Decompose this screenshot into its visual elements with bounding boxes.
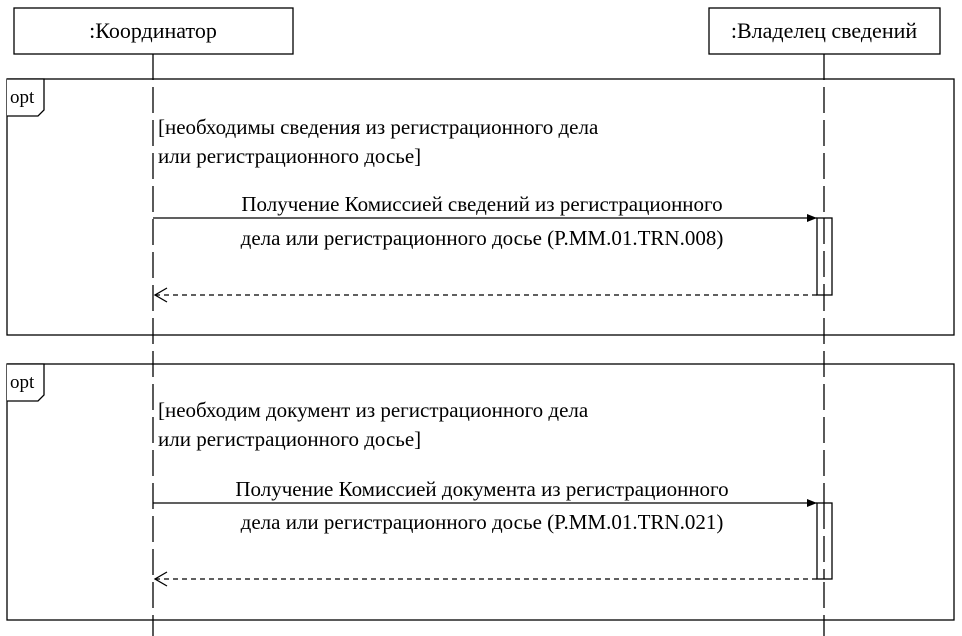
guard-condition-line-1: [необходимы сведения из регистрационного дела (158, 115, 599, 139)
opt-fragment-1 (7, 79, 954, 335)
fragment-operator-label: opt (10, 372, 35, 393)
participant-coordinator (14, 8, 293, 54)
return-message-arrow (155, 288, 817, 302)
guard-condition-line-2: или регистрационного досье] (158, 144, 422, 168)
participant-info-owner-label: :Владелец сведений (730, 18, 918, 43)
message-label-line-1: Получение Комиссией документа из регистрационного (235, 477, 729, 501)
message-label-line-1: Получение Комиссией сведений из регистрационного (241, 192, 723, 216)
fragment-operator-label: opt (10, 87, 35, 108)
opt-fragment-2 (7, 364, 954, 620)
return-message-arrow (155, 572, 817, 586)
guard-condition-line-1: [необходим документ из регистрационного дела (158, 398, 589, 422)
participant-info-owner (709, 8, 940, 54)
guard-condition-line-2: или регистрационного досье] (158, 427, 422, 451)
message-label-line-2: дела или регистрационного досье (P.MM.01.TRN.021) (240, 510, 724, 534)
participant-coordinator-label: :Координатор (89, 18, 217, 43)
message-label-line-2: дела или регистрационного досье (P.MM.01.TRN.008) (240, 226, 724, 250)
